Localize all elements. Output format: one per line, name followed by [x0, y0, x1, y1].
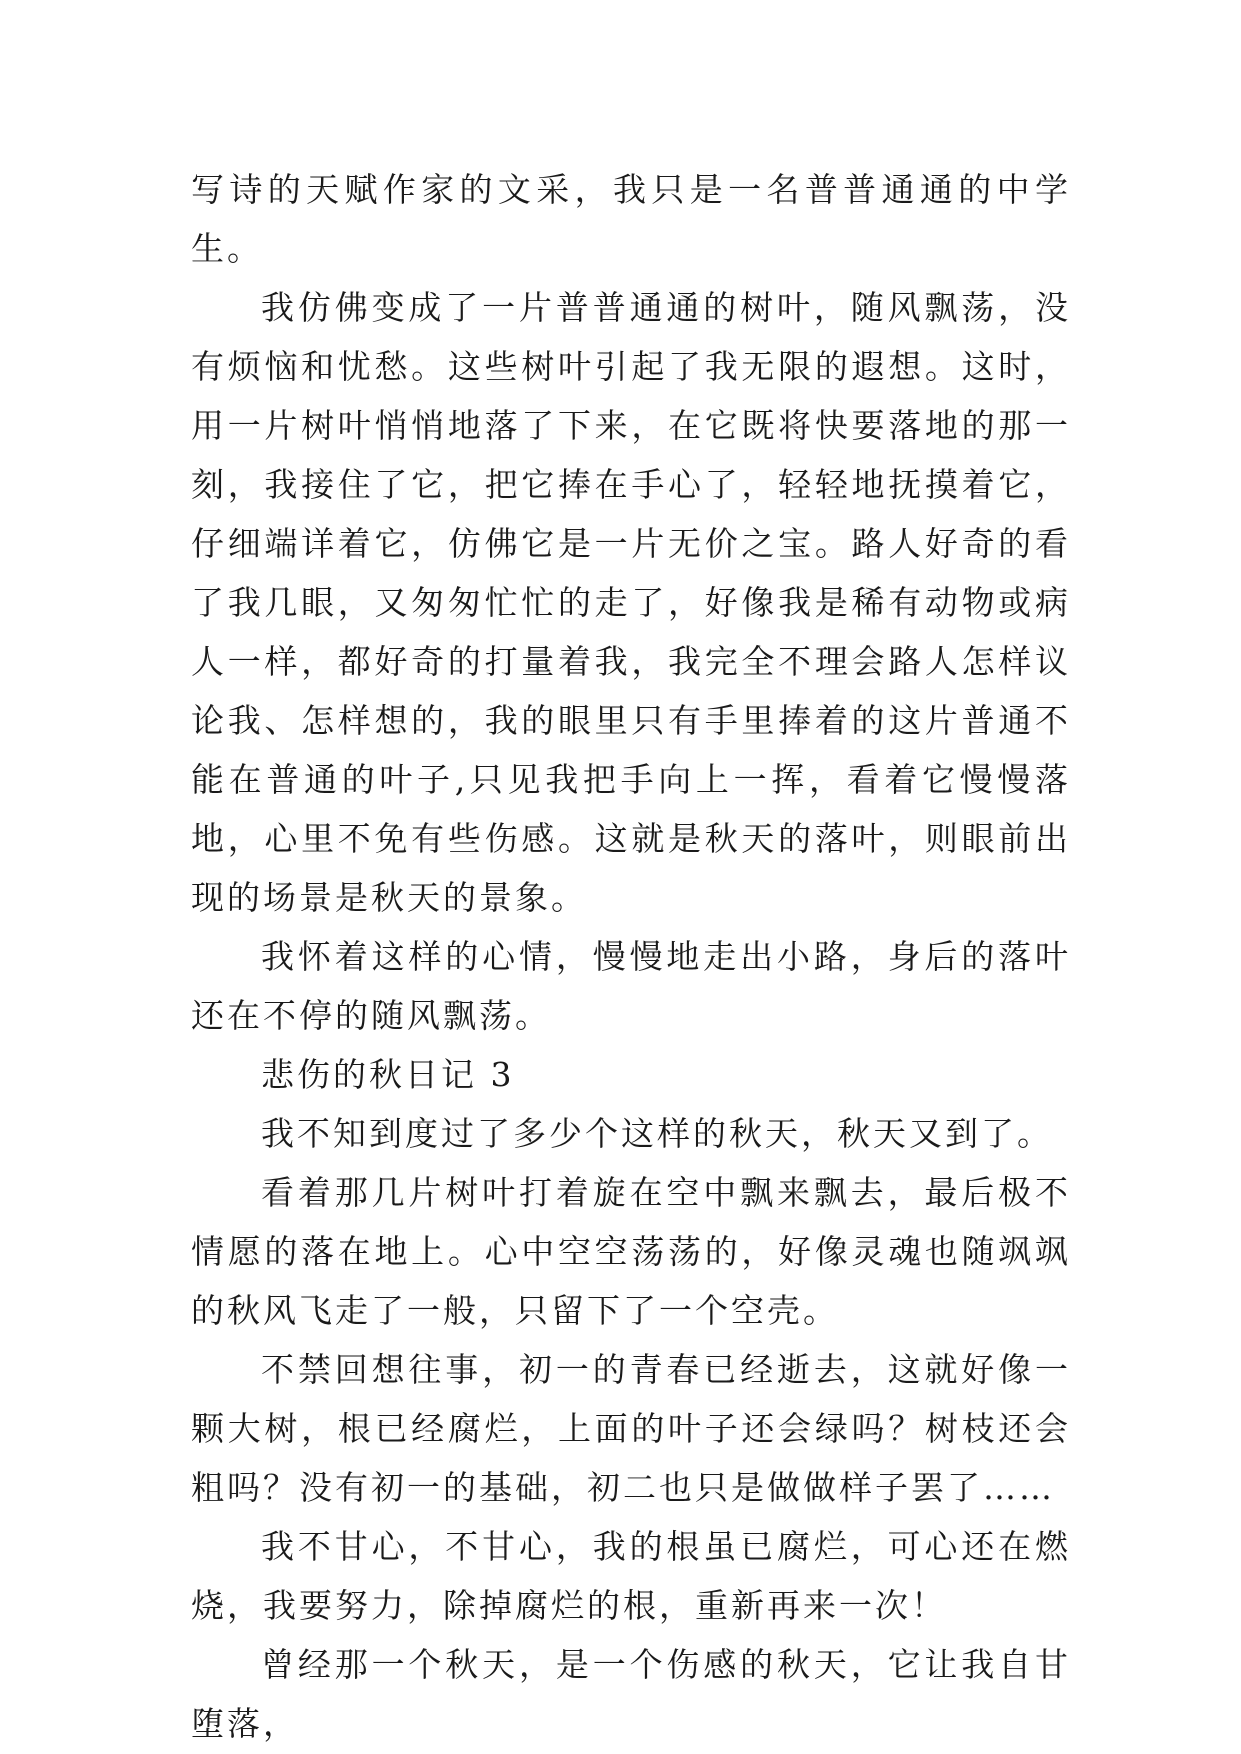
paragraph-walking-out: 我怀着这样的心情，慢慢地走出小路，身后的落叶还在不停的随风飘荡。	[191, 937, 1071, 1035]
paragraph-falling-leaves: 看着那几片树叶打着旋在空中飘来飘去，最后极不情愿的落在地上。心中空空荡荡的，好像灵魂也随飒飒的秋风飞走了一般，只留下了一个空壳。	[191, 1173, 1071, 1330]
paragraph-resolve: 我不甘心，不甘心，我的根虽已腐烂，可心还在燃烧，我要努力，除掉腐烂的根，重新再来一次！	[191, 1527, 1071, 1625]
paragraph-last-autumn: 曾经那一个秋天，是一个伤感的秋天，它让我自甘堕落，	[191, 1645, 1071, 1743]
paragraph-autumn-again: 我不知到度过了多少个这样的秋天，秋天又到了。	[261, 1114, 1053, 1153]
section-heading: 悲伤的秋日记 3	[261, 1055, 515, 1094]
paragraph-continuation: 写诗的天赋作家的文采，我只是一名普普通通的中学生。	[191, 170, 1071, 268]
document-page	[191, 160, 1071, 1753]
paragraph-leaf-reverie: 我仿佛变成了一片普普通通的树叶，随风飘荡，没有烦恼和忧愁。这些树叶引起了我无限的遐想。这时，用一片树叶悄悄地落了下来，在它既将快要落地的那一刻，我接住了它，把它捧在手心了，轻轻地抚摸着它，仔细端详着它，仿佛它是一片无价之宝。路人好奇的看了我几眼，又匆匆忙忙的走了，好像我是稀有动物或病人一样，都好奇的打量着我，我完全不理会路人怎样议论我、怎样想的，我的眼里只有手里捧着的这片普通不能在普通的叶子,只见我把手向上一挥，看着它慢慢落地，心里不免有些伤感。这就是秋天的落叶，则眼前出现的场景是秋天的景象。	[191, 288, 1071, 917]
paragraph-recollection: 不禁回想往事，初一的青春已经逝去，这就好像一颗大树，根已经腐烂，上面的叶子还会绿吗？树枝还会粗吗？没有初一的基础，初二也只是做做样子罢了……	[191, 1350, 1071, 1507]
